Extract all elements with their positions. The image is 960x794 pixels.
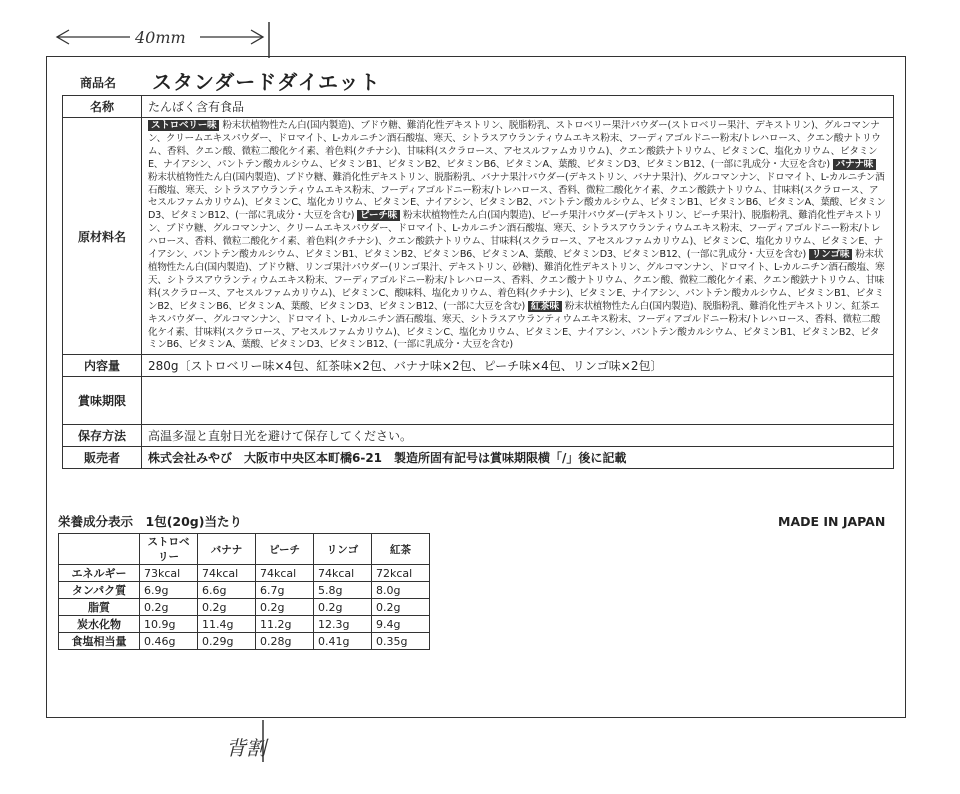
flavor-tag-strawberry: ストロベリー味 — [148, 120, 219, 131]
ingredients-row — [63, 118, 894, 355]
product-info-table — [62, 95, 894, 469]
seller-row — [63, 447, 894, 469]
cell: 74kcal — [256, 565, 314, 582]
nutrition-title: 栄養成分表示 1包(20g)当たり — [58, 514, 242, 529]
cell: 0.35g — [372, 633, 430, 650]
cell: 10.9g — [140, 616, 198, 633]
cell: 73kcal — [140, 565, 198, 582]
nutrition-header-row — [59, 534, 430, 565]
cell: 9.4g — [372, 616, 430, 633]
cell: 72kcal — [372, 565, 430, 582]
cell: 8.0g — [372, 582, 430, 599]
back-seam-note: 背割 — [226, 736, 266, 760]
ingredients-label: 原材料名 — [63, 118, 142, 355]
nutrition-row — [59, 633, 430, 650]
cell: 74kcal — [198, 565, 256, 582]
cell: 0.29g — [198, 633, 256, 650]
column-header: リンゴ — [314, 534, 372, 565]
storage-value: 高温多湿と直射日光を避けて保存してください。 — [142, 425, 894, 447]
cell: 12.3g — [314, 616, 372, 633]
cell: 5.8g — [314, 582, 372, 599]
dimension-label: 40mm — [135, 28, 186, 47]
cell: 0.28g — [256, 633, 314, 650]
cell: 0.46g — [140, 633, 198, 650]
cell: 0.2g — [372, 599, 430, 616]
nutrition-row — [59, 599, 430, 616]
cell: 0.2g — [256, 599, 314, 616]
name-value: たんぱく含有食品 — [142, 96, 894, 118]
content-value: 280g〔ストロベリー味×4包、紅茶味×2包、バナナ味×2包、ピーチ味×4包、リンゴ味×2包〕 — [142, 355, 894, 377]
flavor-tag-tea: 紅茶味 — [528, 301, 562, 312]
column-header: 紅茶 — [372, 534, 430, 565]
storage-row — [63, 425, 894, 447]
ingredients-peach: 粉末状植物性たん白(国内製造)、ピーチ果汁パウダー(デキストリン、ピーチ果汁)、脱脂粉乳、難消化性デキストリン、ブドウ糖、グルコマンナン、クリームエキスパウダー、ドロマイト、L-カルニチン酒石酸塩、寒天、シトラスアウランティウムエキス粉末、フーディアゴルドニー粉末/トレハロース、香料、微粒二酸化ケイ素、着色料(クチナシ)、クエン酸鉄ナトリウム、甘味料(スクラロース、アセスルファムカリウム)、ビタミンC、塩化カリウム、ビタミンE、ナイアシン、パントテン酸カルシウム、ビタミンB1、ビタミンB2、ビタミンB6、ビタミンA、葉酸、ビタミンD3、ビタミンB12、(一部に乳成分・大豆を含む) — [148, 210, 883, 261]
content-row — [63, 355, 894, 377]
nutrition-row — [59, 582, 430, 599]
column-header: ストロベリー — [140, 534, 198, 565]
expiry-value — [142, 377, 894, 425]
cell: 0.41g — [314, 633, 372, 650]
nutrition-row — [59, 565, 430, 582]
nutrition-corner — [59, 534, 140, 565]
cell: 0.2g — [198, 599, 256, 616]
column-header: ピーチ — [256, 534, 314, 565]
flavor-tag-banana: バナナ味 — [833, 159, 876, 170]
product-row — [62, 64, 892, 94]
cell: 6.7g — [256, 582, 314, 599]
row-label: エネルギー — [59, 565, 140, 582]
row-label: 食塩相当量 — [59, 633, 140, 650]
product-name-label: 商品名 — [80, 76, 117, 90]
ingredients-strawberry: 粉末状植物性たん白(国内製造)、ブドウ糖、難消化性デキストリン、脱脂粉乳、ストロベリー果汁パウダー(ストロベリー果汁、デキストリン)、グルコマンナン、クリームエキスパウダー、ドロマイト、L-カルニチン酒石酸塩、寒天、シトラスアウランティウムエキス粉末、フーディアゴルドニー粉末/トレハロース、クエン酸ナトリウム、香料、クエン酸、微粒二酸化ケイ素、着色料(クチナシ)、甘味料(スクラロース、アセスルファムカリウム)、クエン酸鉄ナトリウム、ビタミンC、塩化カリウム、ビタミンE、ナイアシン、パントテン酸カルシウム、ビタミンB1、ビタミンB2、ビタミンB6、ビタミンA、葉酸、ビタミンD3、ビタミンB12、(一部に乳成分・大豆を含む) — [148, 120, 881, 170]
cell: 6.6g — [198, 582, 256, 599]
nutrition-table — [58, 533, 430, 650]
made-in-label: MADE IN JAPAN — [778, 514, 886, 529]
column-header: バナナ — [198, 534, 256, 565]
cell: 74kcal — [314, 565, 372, 582]
row-label: タンパク質 — [59, 582, 140, 599]
cell: 0.2g — [140, 599, 198, 616]
seller-label: 販売者 — [63, 447, 142, 469]
expiry-label: 賞味期限 — [63, 377, 142, 425]
expiry-row — [63, 377, 894, 425]
ingredients-banana: 粉末状植物性たん白(国内製造)、ブドウ糖、難消化性デキストリン、脱脂粉乳、バナナ果汁パウダー(デキストリン、バナナ果汁)、グルコマンナン、ドロマイト、L-カルニチン酒石酸塩、寒天、シトラスアウランティウムエキス粉末、フーディアゴルドニー粉末/トレハロース、香料、微粒二酸化ケイ素、クエン酸鉄ナトリウム、甘味料(スクラロース、アセスルファムカリウム)、ビタミンC、塩化カリウム、ビタミンE、ナイアシン、ビタミンB2、パントテン酸カルシウム、ビタミンB1、ビタミンB6、ビタミンA、葉酸、ビタミンD3、ビタミンB12、(一部に乳成分・大豆を含む) — [148, 171, 886, 222]
nutrition-row — [59, 616, 430, 633]
ingredients-apple: 粉末状植物性たん白(国内製造)、ブドウ糖、リンゴ果汁パウダー(リンゴ果汁、デキストリン、砂糖)、難消化性デキストリン、グルコマンナン、ドロマイト、L-カルニチン酒石酸塩、寒天、シトラスアウランティウムエキス粉末、フーディアゴルドニー粉末/トレハロース、香料、クエン酸ナトリウム、クエン酸、微粒二酸化ケイ素、クエン酸鉄ナトリウム、甘味料(スクラロース、アセスルファムカリウム)、ビタミンC、酸味料、塩化カリウム、着色料(クチナシ)、ビタミンE、ナイアシン、パントテン酸カルシウム、ビタミンB1、ビタミンB2、ビタミンB6、ビタミンA、葉酸、ビタミンD3、ビタミンB12、(一部に大豆を含む) — [148, 249, 885, 312]
flavor-tag-apple: リンゴ味 — [809, 249, 852, 260]
content-label: 内容量 — [63, 355, 142, 377]
ingredients-text — [142, 118, 894, 355]
storage-label: 保存方法 — [63, 425, 142, 447]
seller-value: 株式会社みやび 大阪市中央区本町橋6-21 製造所固有記号は賞味期限横「/」後に記載 — [142, 447, 894, 469]
cell: 11.2g — [256, 616, 314, 633]
row-label: 脂質 — [59, 599, 140, 616]
row-label: 炭水化物 — [59, 616, 140, 633]
name-label: 名称 — [63, 96, 142, 118]
cell: 11.4g — [198, 616, 256, 633]
cell: 6.9g — [140, 582, 198, 599]
product-name: スタンダードダイエット — [152, 70, 381, 94]
flavor-tag-peach: ピーチ味 — [357, 210, 400, 221]
name-row — [63, 96, 894, 118]
cell: 0.2g — [314, 599, 372, 616]
ingredients-tea: 粉末状植物性たん白(国内製造)、脱脂粉乳、難消化性デキストリン、紅茶エキスパウダー、グルコマンナン、ドロマイト、L-カルニチン酒石酸塩、寒天、シトラスアウランティウムエキス粉末、フーディアゴルドニー粉末/トレハロース、香料、微粒二酸化ケイ素、甘味料(スクラロース、アセスルファムカリウム)、ビタミンC、塩化カリウム、ビタミンE、ナイアシン、パントテン酸カルシウム、ビタミンB1、ビタミンB2、ビタミンB6、ビタミンA、葉酸、ビタミンD3、ビタミンB12、(一部に乳成分・大豆を含む) — [148, 300, 881, 351]
